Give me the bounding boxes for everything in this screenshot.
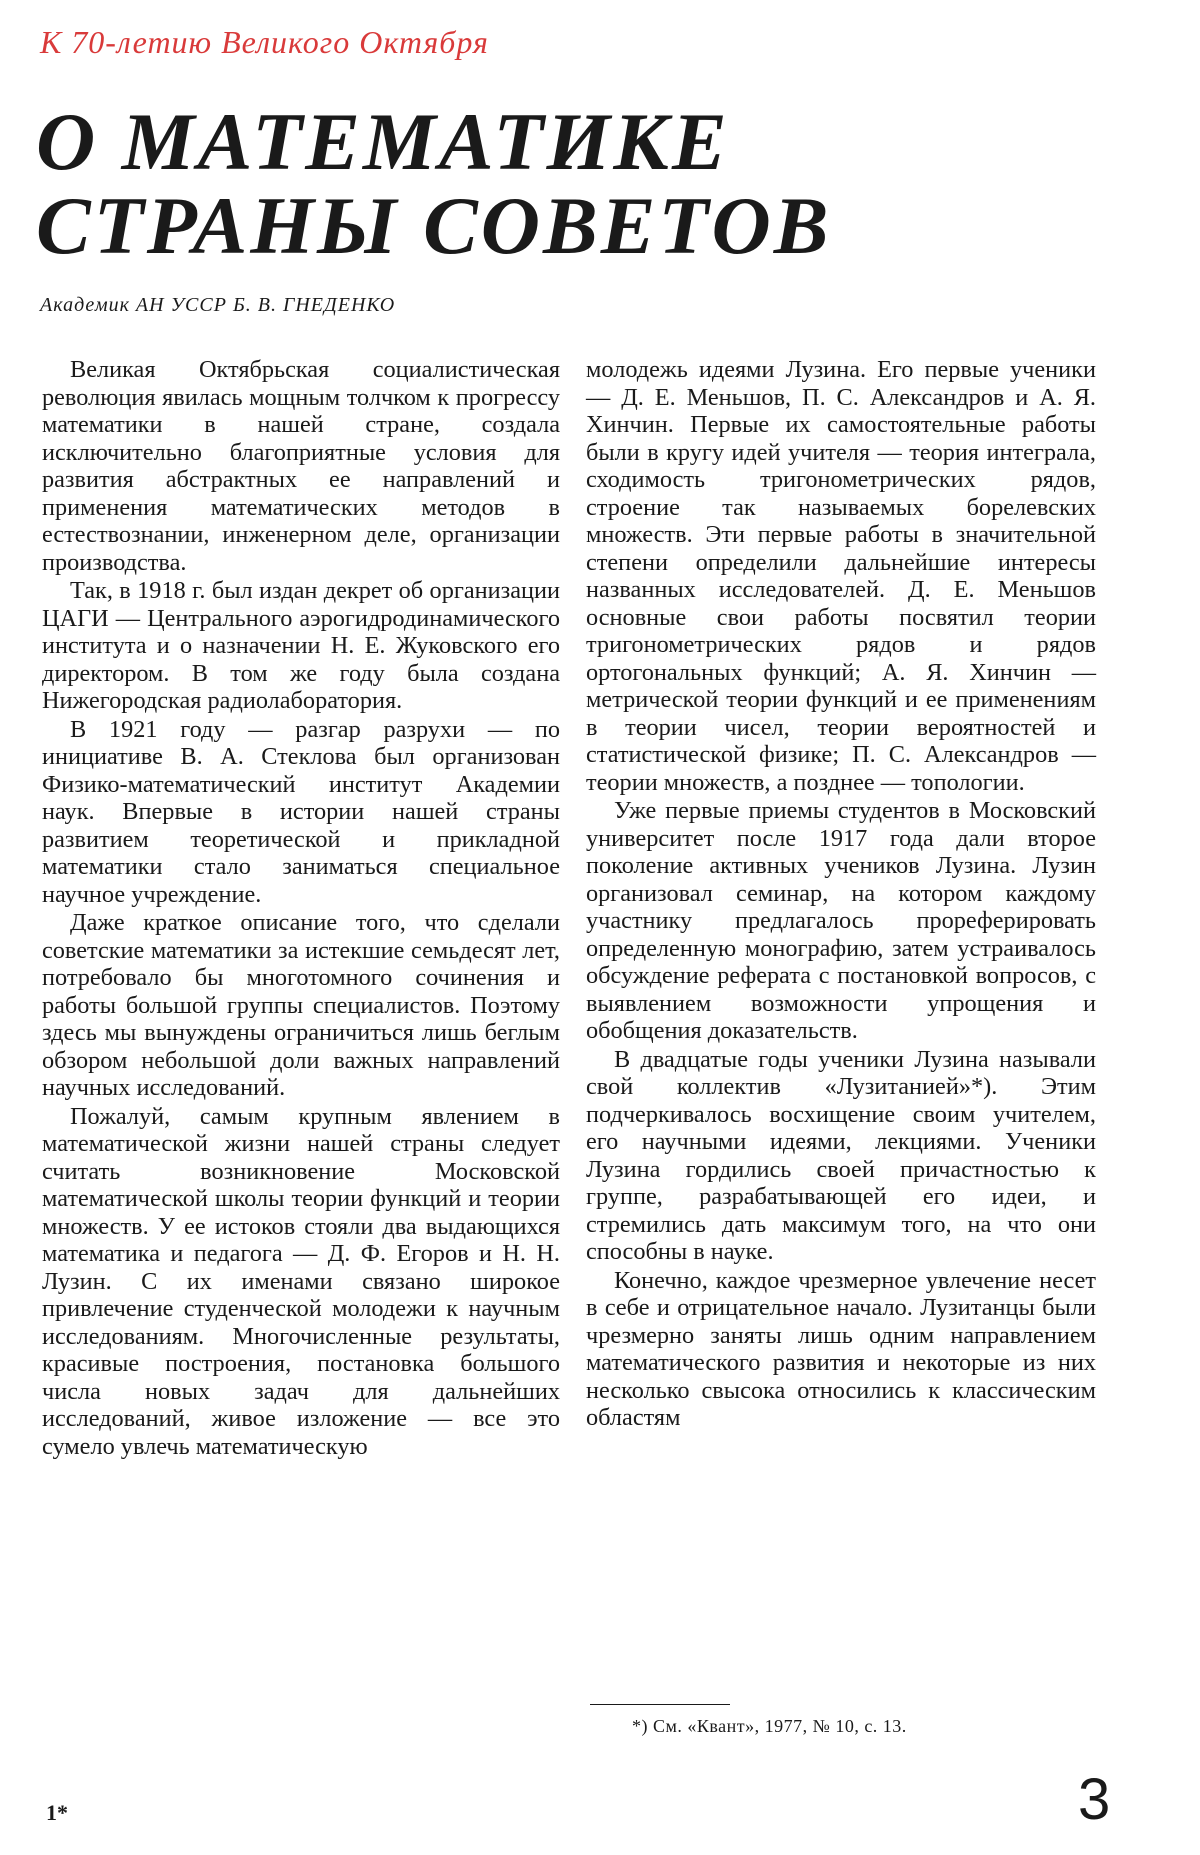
author-byline: Академик АН УССР Б. В. ГНЕДЕНКО: [40, 294, 396, 316]
right-column: [586, 356, 1096, 1433]
signature-mark: 1*: [46, 1800, 68, 1825]
footnote-rule: [590, 1704, 730, 1705]
paragraph: Пожалуй, самым крупным явлением в математической жизни нашей страны следует считать возникновение Московской математической школы теории функций и теории множеств. У ее истоков стояли два выдающихся математика и педагога — Д. Ф. Егоров и Н. Н. Лузин. С их именами связано широкое привлечение студенческой молодежи к научным исследованиям. Многочисленные результаты, красивые построения, постановка большого числа новых задач для дальнейших исследований, живое изложение — все это сумело увлечь математическую: [42, 1102, 560, 1460]
title-line-1: О МАТЕМАТИКЕ: [36, 96, 730, 187]
title-line-2: СТРАНЫ СОВЕТОВ: [36, 180, 832, 271]
footnote: *) См. «Квант», 1977, № 10, с. 13.: [632, 1716, 907, 1736]
left-column: [42, 356, 560, 1461]
section-kicker: К 70-летию Великого Октября: [40, 24, 489, 60]
paragraph-continued: молодежь идеями Лузина. Его первые ученики — Д. Е. Меньшов, П. С. Александров и А. Я. Хинчин. Первые их самостоятельные работы были в кругу идей учителя — теория интеграла, сходимость тригонометрических рядов, строение так называемых борелевских множеств. Эти первые работы в значительной степени определили дальнейшие интересы названных исследователей. Д. Е. Меньшов основные свои работы посвятил теории тригонометрических рядов и рядов ортогональных функций; А. Я. Хинчин — метрической теории функций и ее применениям в теории чисел, теории вероятностей и статистической физике; П. С. Александров — теории множеств, а позднее — топологии.: [586, 356, 1096, 796]
paragraph: Даже краткое описание того, что сделали советские математики за истекшие семьдесят лет, потребовало бы многотомного сочинения и работы большой группы специалистов. Поэтому здесь мы вынуждены ограничиться лишь беглым обзором небольшой доли важных направлений научных исследований.: [42, 909, 560, 1101]
paragraph: В двадцатые годы ученики Лузина называли свой коллектив «Лузитанией»*). Этим подчеркивалось восхищение своим учителем, его научными идеями, лекциями. Ученики Лузина гордились своей причастностью к группе, разрабатывающей его идеи, и стремились дать максимум того, на что они способны в науке.: [586, 1045, 1096, 1265]
paragraph: Так, в 1918 г. был издан декрет об организации ЦАГИ — Центрального аэрогидродинамического института и о назначении Н. Е. Жуковского его директором. В том же году была создана Нижегородская радиолаборатория.: [42, 577, 560, 714]
paragraph: В 1921 году — разгар разрухи — по инициативе В. А. Стеклова был организован Физико-математический институт Академии наук. Впервые в истории нашей страны развитием теоретической и прикладной математики стало заниматься специальное научное учреждение.: [42, 715, 560, 908]
article-title: [36, 96, 832, 271]
paragraph: Конечно, каждое чрезмерное увлечение несет в себе и отрицательное начало. Лузитанцы были чрезмерно заняты лишь одним направлением математического развития и некоторые из них несколько свысока относились к классическим областям: [586, 1266, 1096, 1431]
page-number: 3: [1078, 1767, 1111, 1832]
paragraph: Уже первые приемы студентов в Московский университет после 1917 года дали второе поколение активных учеников Лузина. Лузин организовал семинар, на котором каждому участнику предлагалось прореферировать определенную монографию, затем устраивалось обсуждение реферата с постановкой вопросов, с выявлением возможности упрощения и обобщения доказательств.: [586, 797, 1096, 1044]
paragraph: Великая Октябрьская социалистическая революция явилась мощным толчком к прогрессу математики в нашей стране, создала исключительно благоприятные условия для развития абстрактных ее направлений и применения математических методов в естествознании, инженерном деле, организации производства.: [42, 356, 560, 576]
